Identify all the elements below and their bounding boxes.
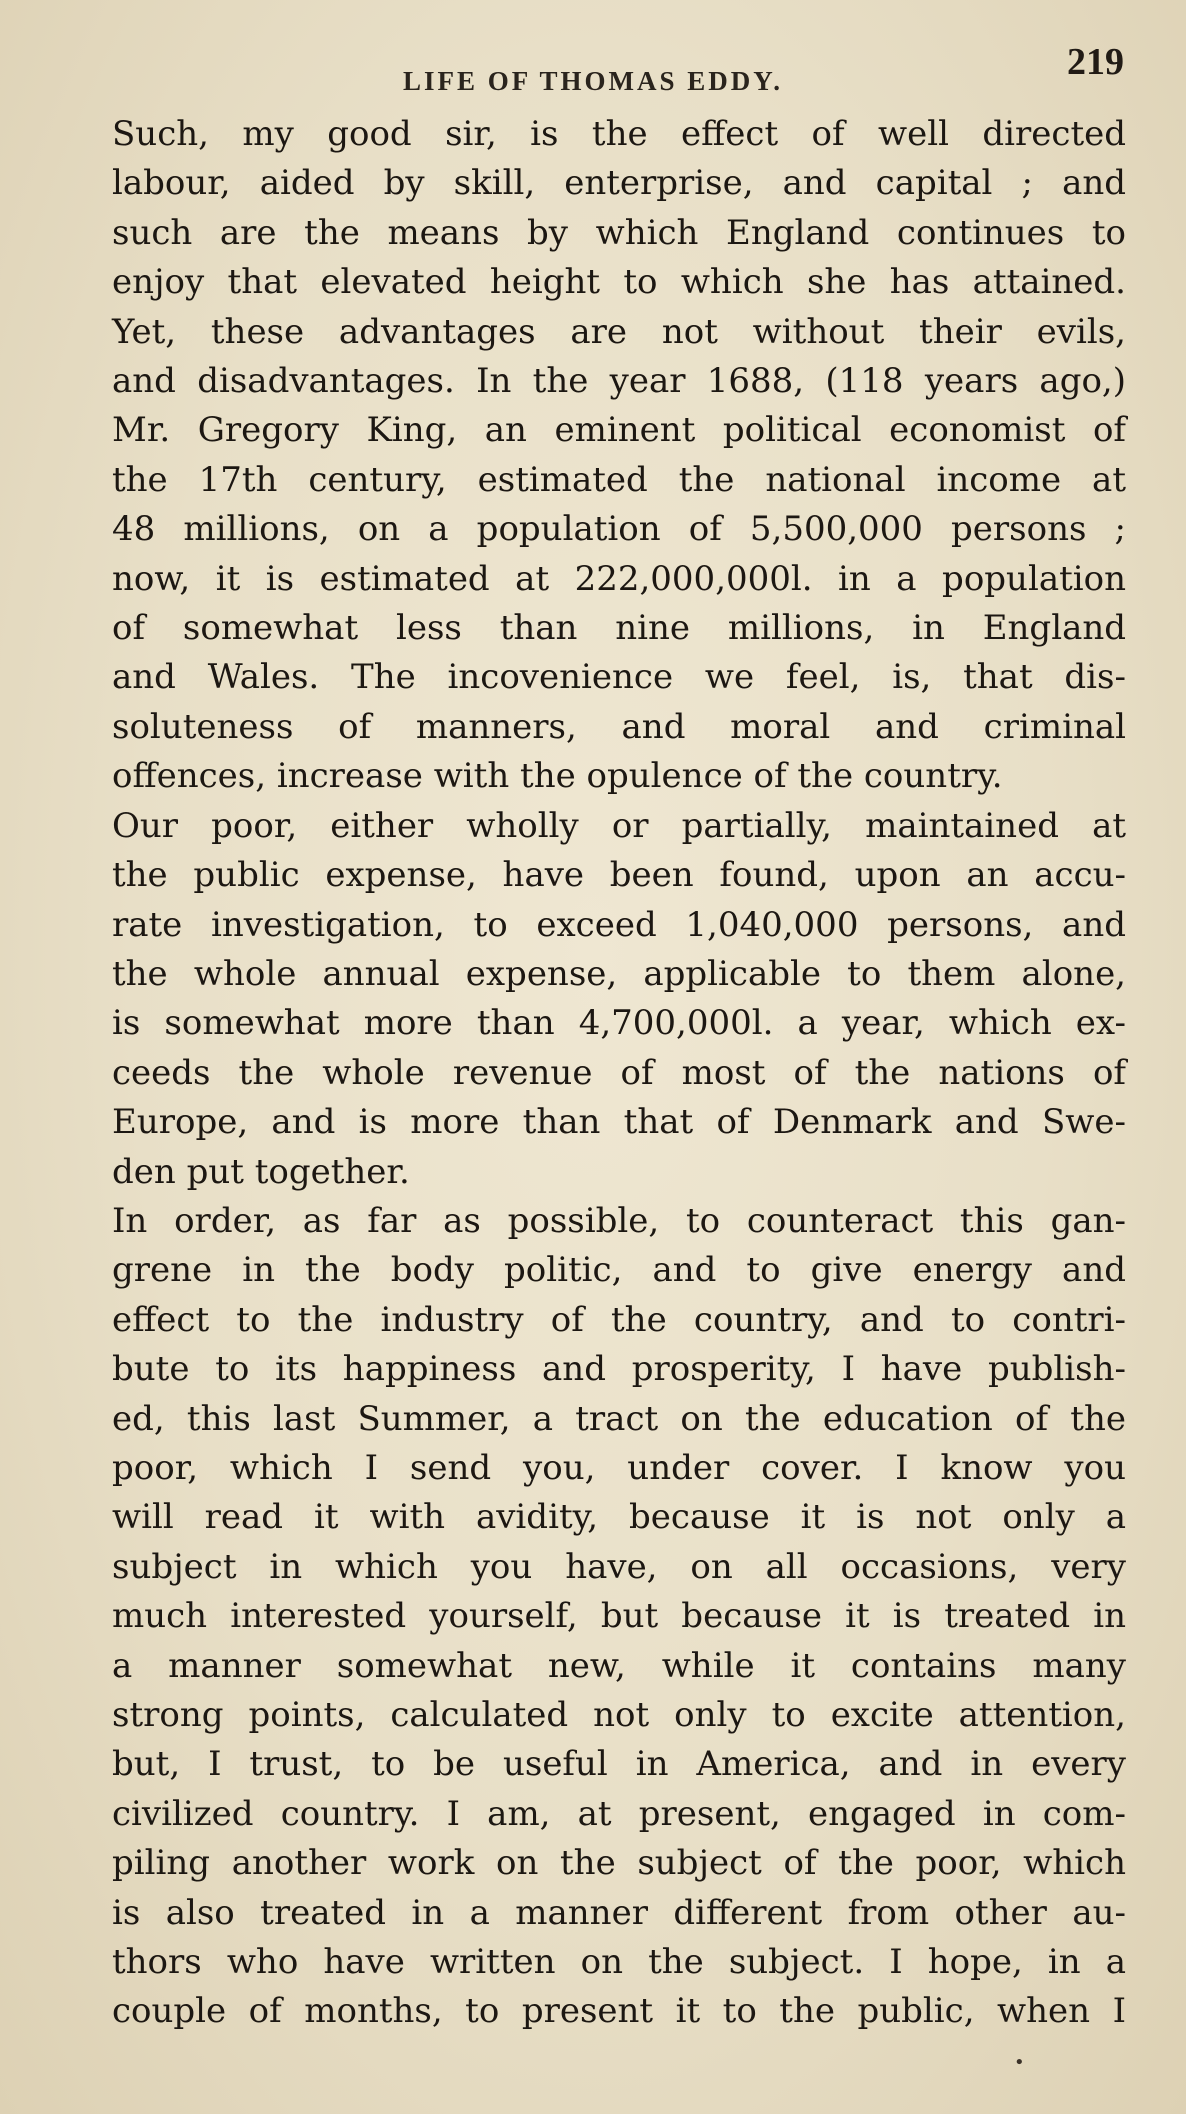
text-line: Mr. Gregory King, an eminent political economist of: [112, 410, 1126, 451]
text-line: den put together.: [112, 1151, 410, 1192]
text-line: thors who have written on the subject. I hope, in a: [112, 1942, 1126, 1983]
text-line: 48 millions, on a population of 5,500,000 persons ;: [112, 509, 1126, 550]
page-number: 219: [1067, 41, 1124, 83]
text-line: the public expense, have been found, upon an accu-: [112, 855, 1126, 896]
footer-mark: •: [1014, 2052, 1025, 2073]
text-line: such are the means by which England continues to: [112, 212, 1126, 253]
text-line: subject in which you have, on all occasions, very: [112, 1546, 1126, 1587]
text-line: civilized country. I am, at present, engaged in com-: [112, 1793, 1126, 1834]
text-line: now, it is estimated at 222,000,000l. in a population: [112, 558, 1126, 599]
text-line: piling another work on the subject of the poor, which: [112, 1843, 1126, 1884]
text-line: and Wales. The incovenience we feel, is, that dis-: [112, 657, 1126, 698]
text-line: offences, increase with the opulence of the country.: [112, 756, 1003, 797]
text-line: ed, this last Summer, a tract on the education of the: [112, 1398, 1126, 1439]
text-line: soluteness of manners, and moral and criminal: [112, 706, 1126, 747]
text-line: of somewhat less than nine millions, in England: [112, 608, 1126, 649]
text-line: poor, which I send you, under cover. I know you: [112, 1447, 1126, 1488]
paragraph: [60, 1197, 1126, 2037]
text-line: enjoy that elevated height to which she has attained.: [112, 262, 1126, 303]
text-line: the 17th century, estimated the national income at: [112, 459, 1126, 500]
text-line: strong points, calculated not only to excite attention,: [112, 1695, 1126, 1735]
text-line: grene in the body politic, and to give energy and: [112, 1250, 1126, 1291]
text-line: much interested yourself, but because it is treated in: [112, 1596, 1126, 1637]
paragraph: [60, 110, 1126, 802]
text-line: labour, aided by skill, enterprise, and capital ; and: [112, 163, 1126, 204]
text-line: In order, as far as possible, to counteract this gan-: [112, 1200, 1126, 1241]
text-line: Our poor, either wholly or partially, maintained at: [112, 805, 1126, 846]
text-line: will read it with avidity, because it is not only a: [112, 1497, 1126, 1538]
text-line: and disadvantages. In the year 1688, (118 years ago,): [112, 361, 1126, 402]
text-line: rate investigation, to exceed 1,040,000 persons, and: [112, 904, 1126, 945]
text-line: Yet, these advantages are not without their evils,: [112, 311, 1126, 352]
running-title: LIFE OF THOMAS EDDY.: [402, 66, 784, 96]
text-line: is somewhat more than 4,700,000l. a year, which ex-: [112, 1003, 1126, 1044]
text-line: the whole annual expense, applicable to them alone,: [112, 953, 1126, 994]
text-line: is also treated in a manner different from other au-: [112, 1892, 1126, 1933]
text-line: couple of months, to present it to the public, when I: [112, 1991, 1126, 2032]
body-text: [60, 110, 1126, 2037]
text-line: bute to its happiness and prosperity, I have publish-: [112, 1349, 1126, 1390]
text-line: but, I trust, to be useful in America, and in every: [112, 1744, 1126, 1785]
text-line: Europe, and is more than that of Denmark and Swe-: [112, 1102, 1126, 1143]
text-line: ceeds the whole revenue of most of the nations of: [112, 1052, 1126, 1093]
running-header: [60, 38, 1126, 110]
text-line: Such, my good sir, is the effect of well directed: [112, 114, 1126, 154]
paragraph: [60, 802, 1126, 1197]
text-line: effect to the industry of the country, and to contri-: [112, 1299, 1126, 1340]
text-line: a manner somewhat new, while it contains many: [112, 1645, 1126, 1686]
